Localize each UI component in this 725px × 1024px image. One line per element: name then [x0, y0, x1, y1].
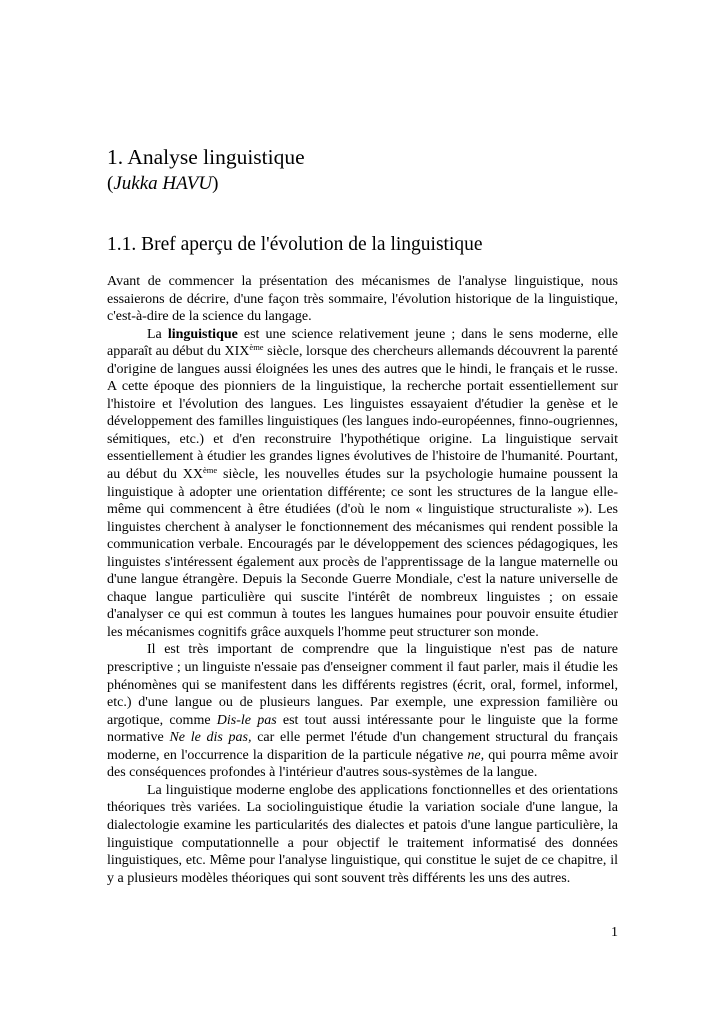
italic-example: ne, [467, 747, 485, 763]
author-name: Jukka HAVU [113, 173, 213, 194]
italic-example: Ne le dis pas, [169, 730, 252, 746]
text-run: siècle, les nouvelles études sur la psychologie humaine poussent la linguistique à adopter une orientation différente; ce sont les structures de la langue elle-même qui commencent à être étudiées (d'où le nom « linguistique structuraliste »). Les linguistes cherchent à analyser le fonctionnement des mécanismes qui rendent possible la communication verbale. Encouragés par le développement des sciences pédagogiques, les linguistes s'intéressent également aux procès de l'apprentissage de la langue maternelle ou d'une langue étrangère. Depuis la Seconde Guerre Mondiale, c'est la nature universelle de chaque langue particulière qui suscite l'intérêt de nombreux linguistes ; on essaie d'analyser ce qui est commun à toutes les langues humaines pour pouvoir ensuite étudier les mécanismes cognitifs grâce auxquels l'homme peut structurer son monde. [107, 467, 618, 640]
bold-term-linguistique: linguistique [167, 326, 238, 342]
page-number: 1 [611, 925, 618, 940]
text-run: siècle, lorsque des chercheurs allemands découvrent la parenté d'origine de langues aussi éloignées les unes des autres que le hindi, le français et le russe. A cette époque des pionniers de la linguistique, la recherche portait essentiellement sur l'histoire et l'évolution des langues. Les linguistes essayaient d'étudier la genèse et le développement des familles linguistiques (les langues indo-européennes, finno-ougriennes, sémitiques, etc.) et d'en reconstruire l'hypothétique origine. La linguistique servait essentiellement à étudier les grandes lignes évolutives de l'histoire de l'humanité. Pourtant, au début du XX [107, 344, 618, 483]
paragraph-modern: La linguistique moderne englobe des applications fonctionnelles et des orientations théoriques très variées. La sociolinguistique étudie la variation sociale d'une langue, la dialectologie examine les particularités des dialectes et patois d'une langue particulière, la linguistique computationnelle a pour objectif le traitement informatisé des données linguistiques, etc. Même pour l'analyse linguistique, qui constitue le sujet de ce chapitre, il y a plusieurs modèles théoriques qui sont souvent très différents les uns des autres. [107, 782, 618, 886]
text-run: La [147, 326, 168, 342]
text-run: est une science relativement jeune ; dans le sens moderne, elle apparaît au début du XIX [107, 326, 618, 360]
section-title: 1.1. Bref aperçu de l'évolution de la linguistique [107, 234, 483, 255]
superscript-eme: ème [203, 465, 218, 476]
text-run: Il est très important de comprendre que la linguistique n'est pas de nature prescriptive ; un linguiste n'essaie pas d'enseigner comment il faut parler, mais il étudie les phénomènes qui se manifestent dans les différents registres (écrit, oral, formel, informel, etc.) d'une langue ou de plusieurs langues. Par exemple, une expression familière ou argotique, comme [107, 642, 618, 728]
superscript-eme: ème [249, 342, 264, 353]
author-line [107, 171, 218, 197]
body-text [107, 273, 618, 887]
text-run: qui pourra même avoir des conséquences profondes à l'intérieur d'autres sous-systèmes de la langue. [107, 747, 618, 781]
italic-example: Dis-le pas [216, 712, 277, 728]
paragraph-history [107, 326, 618, 642]
text-run: est tout aussi intéressante pour le linguiste que la forme normative [107, 712, 618, 746]
author-open-paren: ( [107, 173, 114, 194]
paragraph-intro: Avant de commencer la présentation des mécanismes de l'analyse linguistique, nous essaierons de décrire, d'une façon très sommaire, l'évolution historique de la linguistique, c'est-à-dire de la science du langage. [107, 274, 618, 325]
paragraph-prescriptive [107, 641, 618, 781]
author-close-paren: ) [212, 173, 219, 194]
text-run: car elle permet l'étude d'un changement structural du français moderne, en l'occurrence la disparition de la particule négative [107, 730, 618, 763]
chapter-title: 1. Analyse linguistique [107, 145, 305, 169]
